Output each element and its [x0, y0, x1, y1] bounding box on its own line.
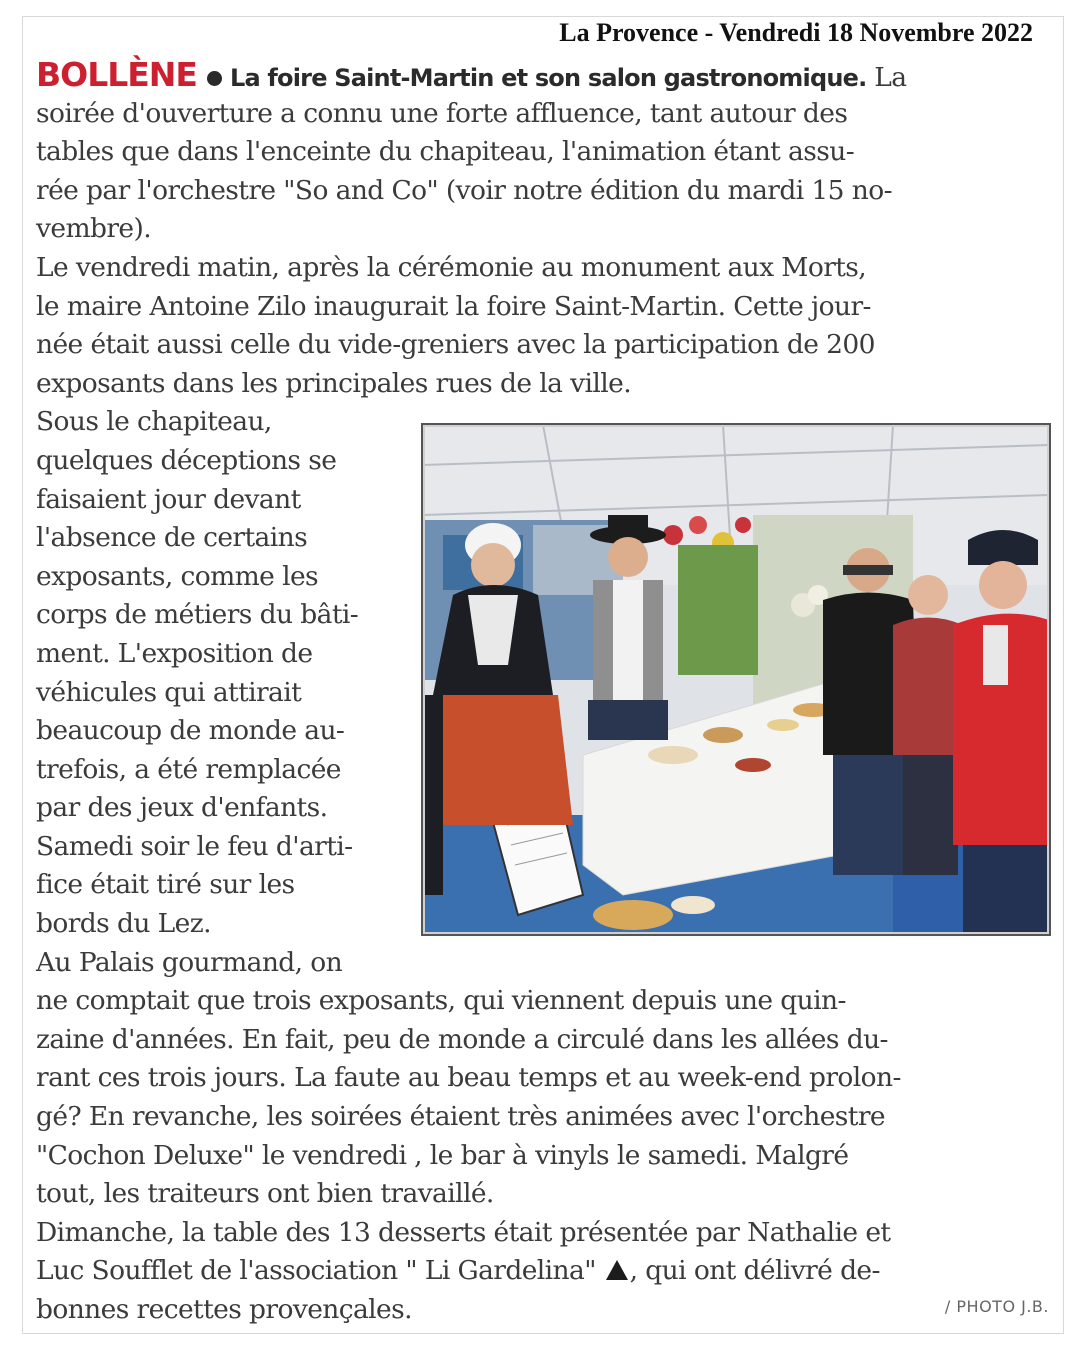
text-line [36, 1252, 1046, 1291]
text-line: quelques déceptions se [36, 444, 337, 476]
text-line: ment. L'exposition de [36, 637, 313, 669]
text-line: bords du Lez. [36, 908, 211, 940]
text-line: rant ces trois jours. La faute au beau temps et au week-end prolon- [36, 1062, 901, 1094]
headline: La foire Saint-Martin et son salon gastronomique. [229, 64, 867, 92]
text-line: corps de métiers du bâti- [36, 599, 359, 631]
photo-credit: / PHOTO J.B. [944, 1297, 1049, 1316]
text-line: zaine d'années. En fait, peu de monde a circulé dans les allées du- [36, 1023, 888, 1055]
text-line: véhicules qui attirait [36, 676, 302, 708]
text-line: soirée d'ouverture a connu une forte affluence, tant autour des [36, 97, 848, 129]
text-line: La [874, 62, 907, 93]
text-line: Dimanche, la table des 13 desserts était présentée par Nathalie et [36, 1216, 891, 1248]
text-line: vembre). [36, 213, 152, 245]
text-line: trefois, a été remplacée [36, 753, 341, 785]
text-fragment: Luc Soufflet de l'association " Li Gardelina" [36, 1255, 596, 1287]
text-line: née était aussi celle du vide-greniers avec la participation de 200 [36, 329, 875, 361]
text-line: exposants dans les principales rues de la ville. [36, 367, 632, 399]
text-line: tables que dans l'enceinte du chapiteau, l'animation étant assu- [36, 136, 855, 168]
kicker-town: BOLLÈNE [36, 55, 197, 94]
text-line: Samedi soir le feu d'arti- [36, 830, 353, 862]
text-line: "Cochon Deluxe" le vendredi , le bar à vinyls le samedi. Malgré [36, 1139, 849, 1171]
text-line: rée par l'orchestre "So and Co" (voir notre édition du mardi 15 no- [36, 174, 892, 206]
triangle-up-icon [606, 1260, 628, 1280]
text-line: l'absence de certains [36, 522, 308, 554]
text-line: par des jeux d'enfants. [36, 792, 328, 824]
text-line: bonnes recettes provençales. [36, 1294, 412, 1325]
source-date-line: La Provence - Vendredi 18 Novembre 2022 [559, 18, 1033, 47]
text-line: Au Palais gourmand, on [36, 946, 343, 978]
photo-illustration [423, 425, 1049, 934]
text-line: Le vendredi matin, après la cérémonie au monument aux Morts, [36, 251, 867, 283]
text-line: ne comptait que trois exposants, qui viennent depuis une quin- [36, 985, 846, 1017]
article-photo [421, 423, 1051, 936]
visitor-red-jacket [953, 530, 1049, 934]
headline-line [36, 56, 1046, 95]
text-line: le maire Antoine Zilo inaugurait la foire Saint-Martin. Cette jour- [36, 290, 871, 322]
text-line: Sous le chapiteau, [36, 406, 272, 438]
text-line: fice était tiré sur les [36, 869, 295, 901]
text-line: exposants, comme les [36, 560, 319, 592]
text-line: gé? En revanche, les soirées étaient très animées avec l'orchestre [36, 1101, 886, 1133]
bullet-icon [207, 71, 222, 86]
text-fragment: , qui ont délivré de- [629, 1255, 880, 1287]
text-line: beaucoup de monde au- [36, 715, 345, 747]
text-line: faisaient jour devant [36, 483, 301, 515]
text-line: tout, les traiteurs ont bien travaillé. [36, 1178, 494, 1210]
